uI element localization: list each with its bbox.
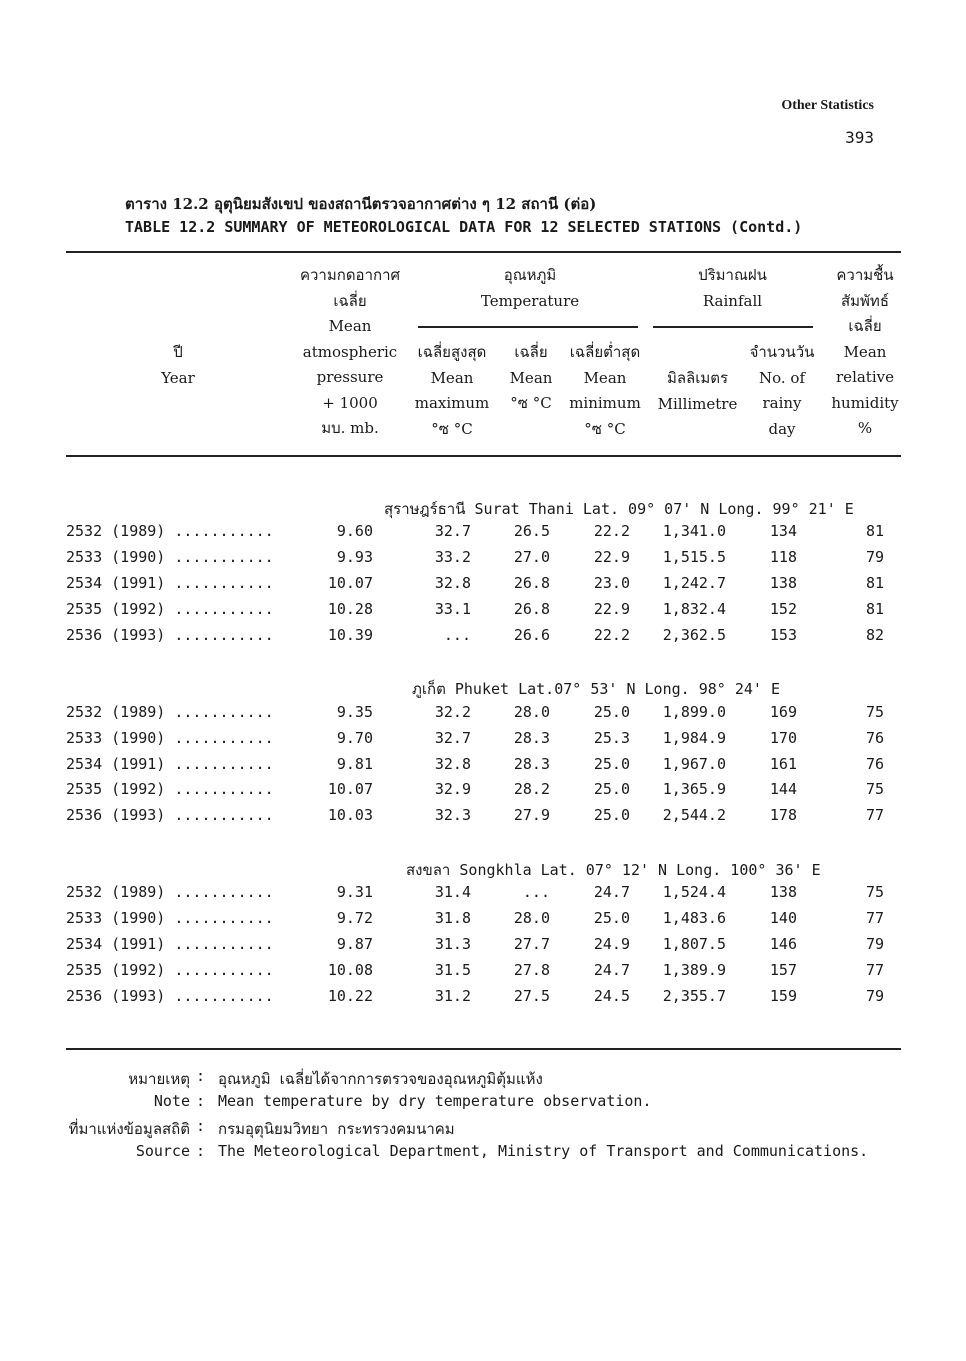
- cell-humidity: 75: [865, 703, 884, 721]
- table-row: [0, 909, 966, 935]
- rainfall-group-rule: [653, 326, 813, 328]
- cell-days: 159: [769, 987, 797, 1005]
- cell-max: 32.3: [434, 806, 471, 824]
- cell-pressure: 9.31: [336, 883, 373, 901]
- table-row: [0, 987, 966, 1013]
- cell-humidity: 75: [865, 780, 884, 798]
- cell-mean: 26.5: [513, 522, 550, 540]
- cell-min: 25.3: [593, 729, 630, 747]
- cell-days: 169: [769, 703, 797, 721]
- cell-humidity: 75: [865, 883, 884, 901]
- cell-rain: 1,365.9: [662, 780, 726, 798]
- cell-rain: 2,362.5: [662, 626, 726, 644]
- source-text: กรมอุตุนิยมวิทยา กระทรวงคมนาคม: [218, 1120, 455, 1138]
- cell-days: 140: [769, 909, 797, 927]
- cell-year: 2532 (1989) ...........: [66, 883, 274, 901]
- cell-days: 152: [769, 600, 797, 618]
- cell-pressure: 10.03: [327, 806, 373, 824]
- note-line: หมายเหตุ : อุณหภูมิ เฉลี่ยได้จากการตรวจของอุณหภูมิตุ้มแห้ง: [0, 1067, 966, 1092]
- cell-pressure: 9.93: [336, 548, 373, 566]
- cell-humidity: 81: [865, 600, 884, 618]
- cell-days: 178: [769, 806, 797, 824]
- cell-max: 31.5: [434, 961, 471, 979]
- source-line: Source : The Meteorological Department, Ministry of Transport and Communications.: [135, 1142, 869, 1160]
- table-row: [0, 780, 966, 806]
- note-label: Note: [153, 1092, 190, 1110]
- cell-humidity: 79: [865, 935, 884, 953]
- cell-min: 23.0: [593, 574, 630, 592]
- cell-year: 2535 (1992) ...........: [66, 600, 274, 618]
- cell-rain: 1,524.4: [662, 883, 726, 901]
- header-rain-mm: มิลลิเมตร Millimetre: [657, 369, 738, 413]
- header-year: ปี Year: [161, 343, 195, 387]
- cell-year: 2536 (1993) ...........: [66, 987, 274, 1005]
- cell-max: ...: [443, 626, 471, 644]
- table-row: [0, 806, 966, 832]
- cell-min: 22.9: [593, 600, 630, 618]
- note-text: อุณหภูมิ เฉลี่ยได้จากการตรวจของอุณหภูมิตุ้มแห้ง: [218, 1070, 543, 1088]
- cell-mean: 28.3: [513, 729, 550, 747]
- cell-max: 32.7: [434, 522, 471, 540]
- cell-year: 2534 (1991) ...........: [66, 574, 274, 592]
- cell-humidity: 81: [865, 574, 884, 592]
- header-mean-temp: เฉลี่ย Mean °ซ °C: [509, 343, 553, 412]
- cell-min: 25.0: [593, 755, 630, 773]
- cell-humidity: 76: [865, 729, 884, 747]
- header-mean-min: เฉลี่ยต่ำสุด Mean minimum °ซ °C: [569, 343, 641, 438]
- cell-max: 33.2: [434, 548, 471, 566]
- cell-humidity: 79: [865, 987, 884, 1005]
- cell-humidity: 77: [865, 909, 884, 927]
- cell-days: 144: [769, 780, 797, 798]
- cell-pressure: 10.28: [327, 600, 373, 618]
- header-pressure: ความกดอากาศ เฉลี่ย Mean atmospheric pressure + 1000 มบ. mb.: [299, 266, 401, 437]
- cell-year: 2534 (1991) ...........: [66, 935, 274, 953]
- cell-mean: 26.6: [513, 626, 550, 644]
- cell-mean: 27.0: [513, 548, 550, 566]
- cell-year: 2534 (1991) ...........: [66, 755, 274, 773]
- header-rule: [66, 455, 901, 457]
- cell-rain: 1,967.0: [662, 755, 726, 773]
- cell-days: 161: [769, 755, 797, 773]
- cell-max: 32.8: [434, 574, 471, 592]
- cell-days: 134: [769, 522, 797, 540]
- cell-year: 2532 (1989) ...........: [66, 522, 274, 540]
- cell-mean: 27.5: [513, 987, 550, 1005]
- cell-max: 31.4: [434, 883, 471, 901]
- cell-min: 22.2: [593, 522, 630, 540]
- cell-mean: 27.9: [513, 806, 550, 824]
- cell-min: 25.0: [593, 806, 630, 824]
- cell-rain: 1,832.4: [662, 600, 726, 618]
- header-humidity: ความชื้น สัมพัทธ์ เฉลี่ย Mean relative humidity %: [831, 266, 899, 437]
- cell-year: 2535 (1992) ...........: [66, 961, 274, 979]
- table-title-thai: ตาราง 12.2 อุตุนิยมสังเขป ของสถานีตรวจอากาศต่าง ๆ 12 สถานี (ต่อ): [125, 195, 597, 213]
- cell-days: 118: [769, 548, 797, 566]
- cell-min: 25.0: [593, 703, 630, 721]
- source-line: ที่มาแห่งข้อมูลสถิติ : กรมอุตุนิยมวิทยา กระทรวงคมนาคม: [0, 1117, 966, 1142]
- table-row: [0, 883, 966, 909]
- cell-max: 33.1: [434, 600, 471, 618]
- cell-rain: 1,389.9: [662, 961, 726, 979]
- page-number: 393: [845, 128, 874, 147]
- station-label: สุราษฎร์ธานี Surat Thani Lat. 09° 07' N Long. 99° 21' E: [384, 500, 854, 518]
- cell-min: 24.5: [593, 987, 630, 1005]
- source-label: Source: [135, 1142, 190, 1160]
- cell-pressure: 9.70: [336, 729, 373, 747]
- cell-mean: 28.0: [513, 703, 550, 721]
- cell-rain: 1,807.5: [662, 935, 726, 953]
- temperature-group-rule: [418, 326, 638, 328]
- cell-mean: 27.7: [513, 935, 550, 953]
- cell-days: 138: [769, 883, 797, 901]
- station-label: ภูเก็ต Phuket Lat.07° 53' N Long. 98° 24' E: [412, 680, 780, 698]
- cell-year: 2535 (1992) ...........: [66, 780, 274, 798]
- cell-min: 24.7: [593, 961, 630, 979]
- cell-pressure: 9.72: [336, 909, 373, 927]
- cell-humidity: 82: [865, 626, 884, 644]
- cell-pressure: 9.35: [336, 703, 373, 721]
- cell-rain: 1,899.0: [662, 703, 726, 721]
- cell-pressure: 10.22: [327, 987, 373, 1005]
- cell-mean: 27.8: [513, 961, 550, 979]
- cell-year: 2533 (1990) ...........: [66, 909, 274, 927]
- bottom-rule: [66, 1048, 901, 1050]
- cell-days: 146: [769, 935, 797, 953]
- cell-year: 2533 (1990) ...........: [66, 729, 274, 747]
- table-row: [0, 729, 966, 755]
- cell-pressure: 10.07: [327, 780, 373, 798]
- table-row: [0, 935, 966, 961]
- cell-min: 25.0: [593, 909, 630, 927]
- cell-min: 22.2: [593, 626, 630, 644]
- cell-rain: 1,341.0: [662, 522, 726, 540]
- note-label: หมายเหตุ: [128, 1070, 190, 1088]
- cell-humidity: 79: [865, 548, 884, 566]
- table-row: [0, 548, 966, 574]
- cell-days: 138: [769, 574, 797, 592]
- cell-min: 24.7: [593, 883, 630, 901]
- station-label: สงขลา Songkhla Lat. 07° 12' N Long. 100° 36' E: [406, 861, 821, 879]
- section-label: Other Statistics: [781, 98, 874, 113]
- header-rainfall-group: ปริมาณฝน Rainfall: [698, 266, 767, 310]
- note-line: Note : Mean temperature by dry temperature observation.: [153, 1092, 652, 1110]
- source-text: The Meteorological Department, Ministry of Transport and Communications.: [218, 1142, 869, 1160]
- top-rule: [66, 251, 901, 253]
- cell-max: 32.8: [434, 755, 471, 773]
- cell-pressure: 10.08: [327, 961, 373, 979]
- cell-min: 22.9: [593, 548, 630, 566]
- cell-rain: 1,515.5: [662, 548, 726, 566]
- cell-min: 24.9: [593, 935, 630, 953]
- cell-mean: ...: [522, 883, 550, 901]
- table-title-english: TABLE 12.2 SUMMARY OF METEOROLOGICAL DATA FOR 12 SELECTED STATIONS (Contd.): [125, 218, 803, 236]
- cell-max: 31.3: [434, 935, 471, 953]
- cell-year: 2536 (1993) ...........: [66, 626, 274, 644]
- cell-pressure: 9.87: [336, 935, 373, 953]
- header-mean-max: เฉลี่ยสูงสุด Mean maximum °ซ °C: [414, 343, 490, 438]
- cell-year: 2532 (1989) ...........: [66, 703, 274, 721]
- cell-days: 153: [769, 626, 797, 644]
- table-row: [0, 755, 966, 781]
- table-row: [0, 961, 966, 987]
- cell-pressure: 10.39: [327, 626, 373, 644]
- header-temperature-group: อุณหภูมิ Temperature: [480, 266, 580, 310]
- cell-pressure: 9.60: [336, 522, 373, 540]
- cell-days: 157: [769, 961, 797, 979]
- table-row: [0, 600, 966, 626]
- cell-humidity: 76: [865, 755, 884, 773]
- source-label: ที่มาแห่งข้อมูลสถิติ: [68, 1120, 190, 1138]
- cell-year: 2533 (1990) ...........: [66, 548, 274, 566]
- cell-max: 32.7: [434, 729, 471, 747]
- cell-mean: 26.8: [513, 600, 550, 618]
- cell-rain: 2,355.7: [662, 987, 726, 1005]
- cell-humidity: 77: [865, 806, 884, 824]
- cell-mean: 28.2: [513, 780, 550, 798]
- cell-year: 2536 (1993) ...........: [66, 806, 274, 824]
- table-row: [0, 626, 966, 652]
- cell-mean: 26.8: [513, 574, 550, 592]
- table-row: [0, 574, 966, 600]
- cell-mean: 28.3: [513, 755, 550, 773]
- cell-pressure: 9.81: [336, 755, 373, 773]
- cell-rain: 1,242.7: [662, 574, 726, 592]
- cell-pressure: 10.07: [327, 574, 373, 592]
- cell-max: 32.2: [434, 703, 471, 721]
- cell-max: 31.8: [434, 909, 471, 927]
- table-row: [0, 703, 966, 729]
- cell-max: 32.9: [434, 780, 471, 798]
- cell-days: 170: [769, 729, 797, 747]
- cell-rain: 1,483.6: [662, 909, 726, 927]
- table-row: [0, 522, 966, 548]
- cell-rain: 1,984.9: [662, 729, 726, 747]
- note-text: Mean temperature by dry temperature observation.: [218, 1092, 652, 1110]
- cell-max: 31.2: [434, 987, 471, 1005]
- cell-humidity: 81: [865, 522, 884, 540]
- cell-rain: 2,544.2: [662, 806, 726, 824]
- header-rain-days: จำนวนวัน No. of rainy day: [749, 343, 815, 438]
- cell-min: 25.0: [593, 780, 630, 798]
- cell-mean: 28.0: [513, 909, 550, 927]
- cell-humidity: 77: [865, 961, 884, 979]
